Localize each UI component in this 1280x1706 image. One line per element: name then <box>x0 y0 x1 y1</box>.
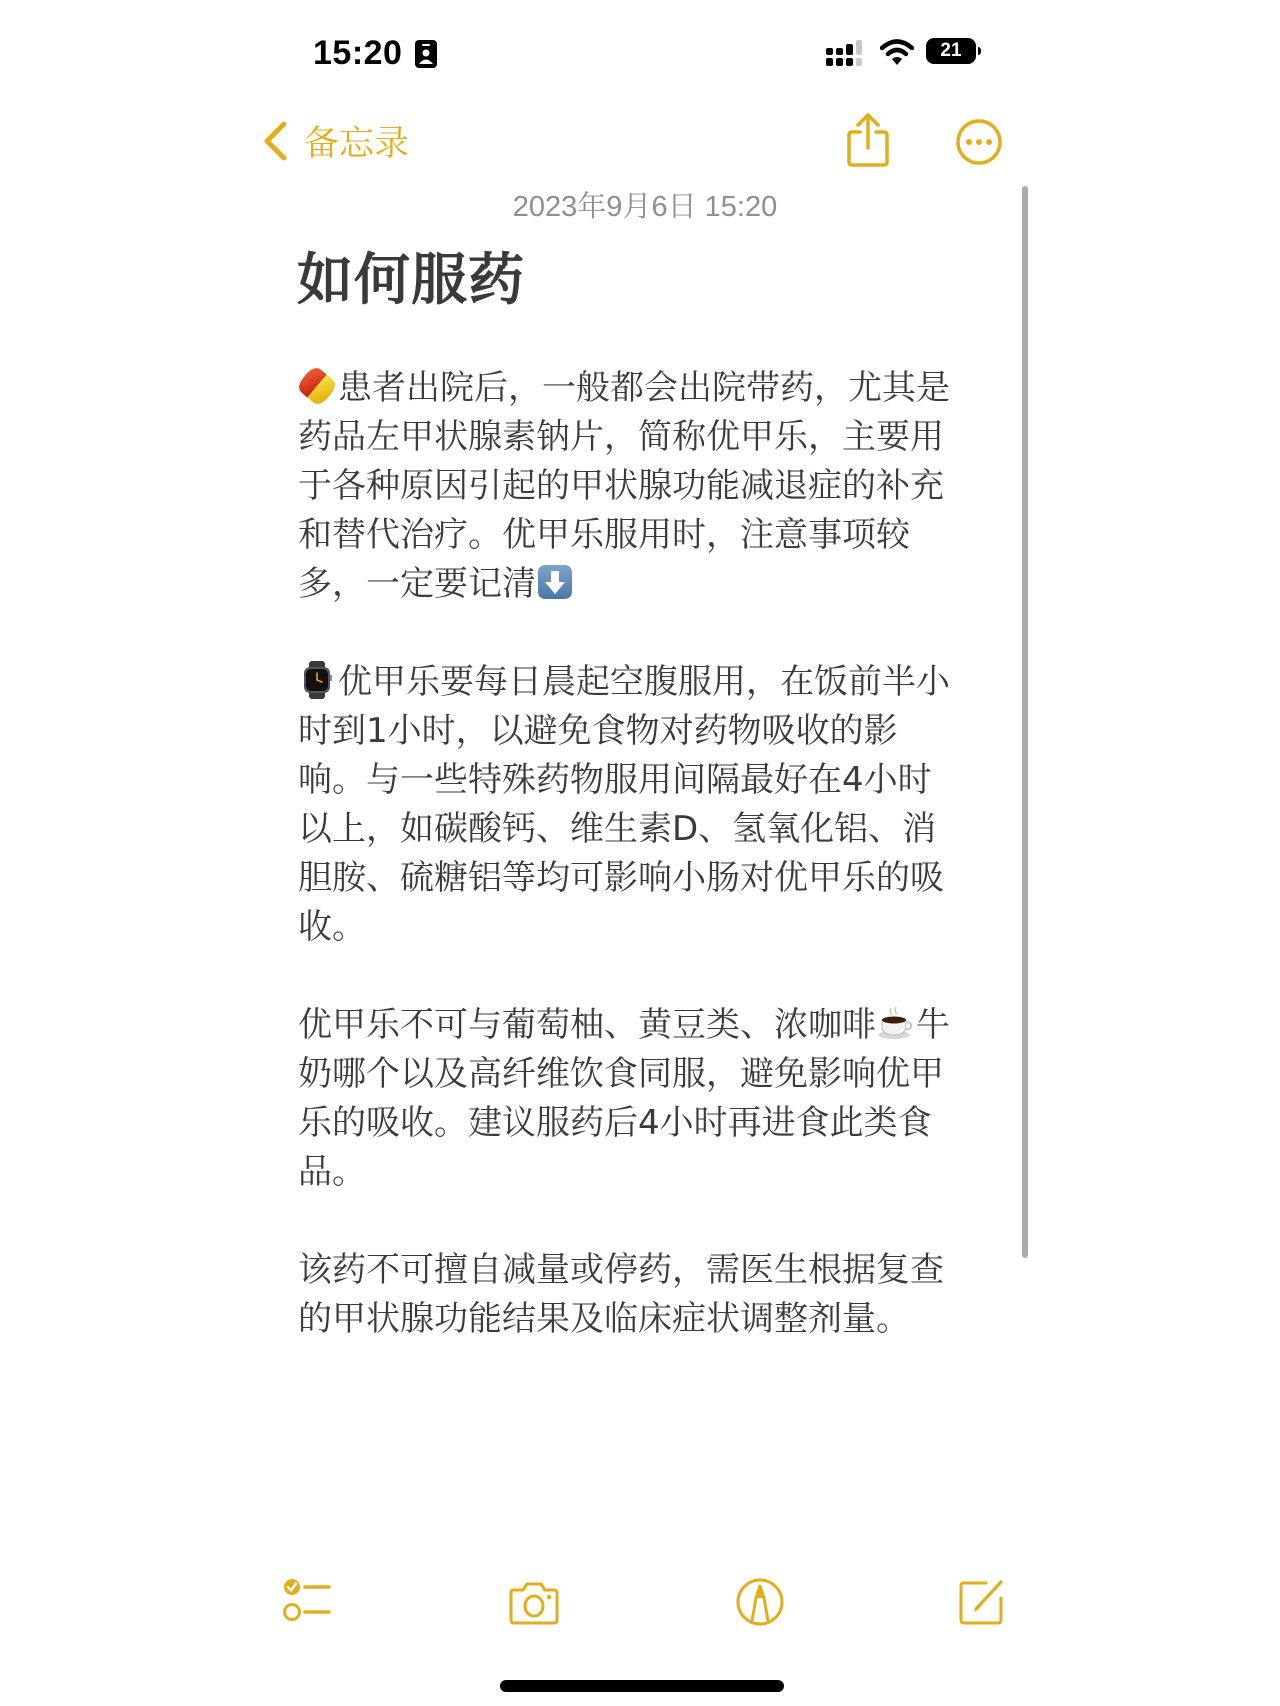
body-line: 该药不可擅自减量或停药，需医生根据复查 <box>298 1250 944 1290</box>
pill-icon <box>298 367 336 405</box>
body-text: 多，一定要记清 <box>298 564 536 604</box>
compose-icon[interactable] <box>956 1576 1008 1628</box>
body-line: 药品左甲状腺素钠片，简称优甲乐，主要用 <box>298 417 944 457</box>
body-text: 优甲乐不可与葡萄柚、黄豆类、浓咖啡 <box>298 1005 876 1045</box>
more-ellipsis-icon[interactable] <box>955 118 1003 166</box>
body-line: 收。 <box>298 907 366 947</box>
body-text: 患者出院后，一般都会出院带药，尤其是 <box>338 368 950 408</box>
chevron-left-icon <box>262 120 288 162</box>
paragraph-2 <box>298 658 988 952</box>
signal-icon <box>826 40 866 68</box>
camera-icon[interactable] <box>508 1576 560 1628</box>
body-line: 时到1小时，以避免食物对药物吸收的影 <box>298 711 898 751</box>
coffee-icon <box>876 1004 914 1042</box>
body-line: 和替代治疗。优甲乐服用时，注意事项较 <box>298 515 910 555</box>
scrollbar[interactable] <box>1022 186 1028 1258</box>
body-text: 优甲乐要每日晨起空腹服用，在饭前半小 <box>338 662 950 702</box>
body-line: 奶哪个以及高纤维饮食同服，避免影响优甲 <box>298 1054 944 1094</box>
body-line: 品。 <box>298 1152 366 1192</box>
body-line: 响。与一些特殊药物服用间隔最好在4小时 <box>298 760 932 800</box>
markup-pen-icon[interactable] <box>734 1576 786 1628</box>
battery-level: 21 <box>926 38 976 64</box>
share-icon[interactable] <box>846 112 890 168</box>
paragraph-4 <box>298 1246 988 1344</box>
checklist-icon[interactable] <box>282 1576 334 1628</box>
note-title[interactable]: 如何服药 <box>297 248 525 313</box>
down-arrow-icon <box>536 563 574 601</box>
body-line <box>298 364 988 413</box>
home-indicator[interactable] <box>500 1680 784 1692</box>
watch-icon <box>298 661 336 699</box>
body-line: 胆胺、硫糖铝等均可影响小肠对优甲乐的吸 <box>298 858 944 898</box>
battery-nub <box>978 47 981 55</box>
status-time: 15:20 <box>313 34 403 72</box>
body-line <box>298 1001 988 1050</box>
paragraph-3 <box>298 1001 988 1197</box>
body-line: 的甲状腺功能结果及临床症状调整剂量。 <box>298 1299 910 1339</box>
wifi-icon <box>880 38 914 66</box>
back-label: 备忘录 <box>304 124 410 164</box>
body-line: 乐的吸收。建议服药后4小时再进食此类食 <box>298 1103 932 1143</box>
note-body[interactable] <box>298 364 988 1393</box>
battery-icon <box>926 38 986 64</box>
paragraph-1 <box>298 364 988 609</box>
back-button[interactable] <box>262 118 409 164</box>
id-card-icon <box>415 40 437 68</box>
body-line: 于各种原因引起的甲状腺功能减退症的补充 <box>298 466 944 506</box>
note-date: 2023年9月6日 15:20 <box>512 191 778 223</box>
body-line: 以上，如碳酸钙、维生素D、氢氧化铝、消 <box>298 809 937 849</box>
body-text: 牛 <box>916 1005 950 1045</box>
body-line <box>298 560 988 609</box>
body-line <box>298 658 988 707</box>
